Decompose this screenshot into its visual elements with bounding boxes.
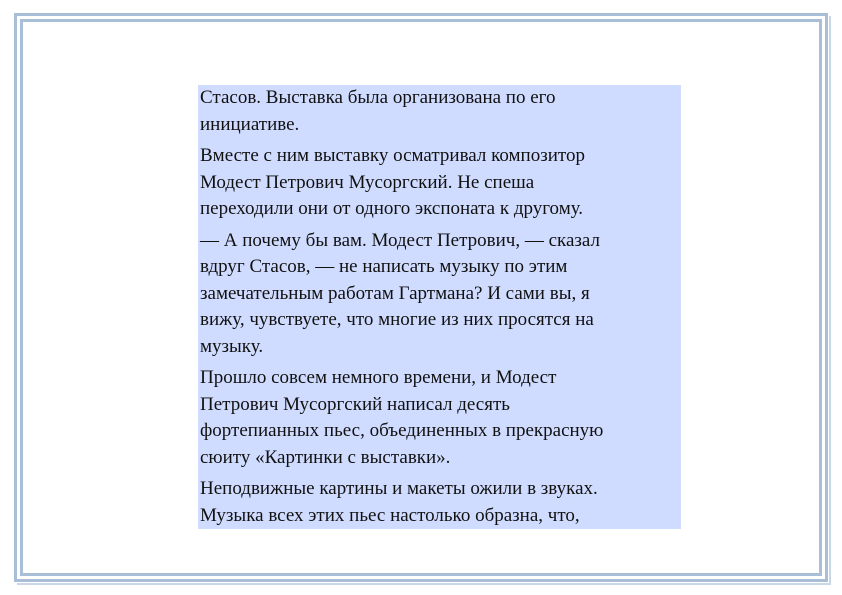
paragraph-4: Прошло совсем немного времени, и Модест Петрович Мусоргский написал десять фортепианных пьес, объединенных в прекрасную сюиту «Картинки с выставки». [200, 367, 604, 468]
paragraph-3: — А почему бы вам. Модест Петрович, — сказал вдруг Стасов, — не написать музыку по этим замечательным работам Гартмана? И сами вы, я вижу, чувствуете, что многие из них просятся на музыку. [200, 229, 600, 357]
paragraph-5: Неподвижные картины и макеты ожили в звуках. Музыка всех этих пьес настолько образна, что, [200, 478, 598, 526]
paragraph-1: Стасов. Выставка была организована по его инициативе. [200, 87, 556, 135]
paragraph-2: Вместе с ним выставку осматривал композитор Модест Петрович Мусоргский. Не спеша переходили они от одного экспоната к другому. [200, 145, 585, 219]
text-box [198, 85, 681, 529]
